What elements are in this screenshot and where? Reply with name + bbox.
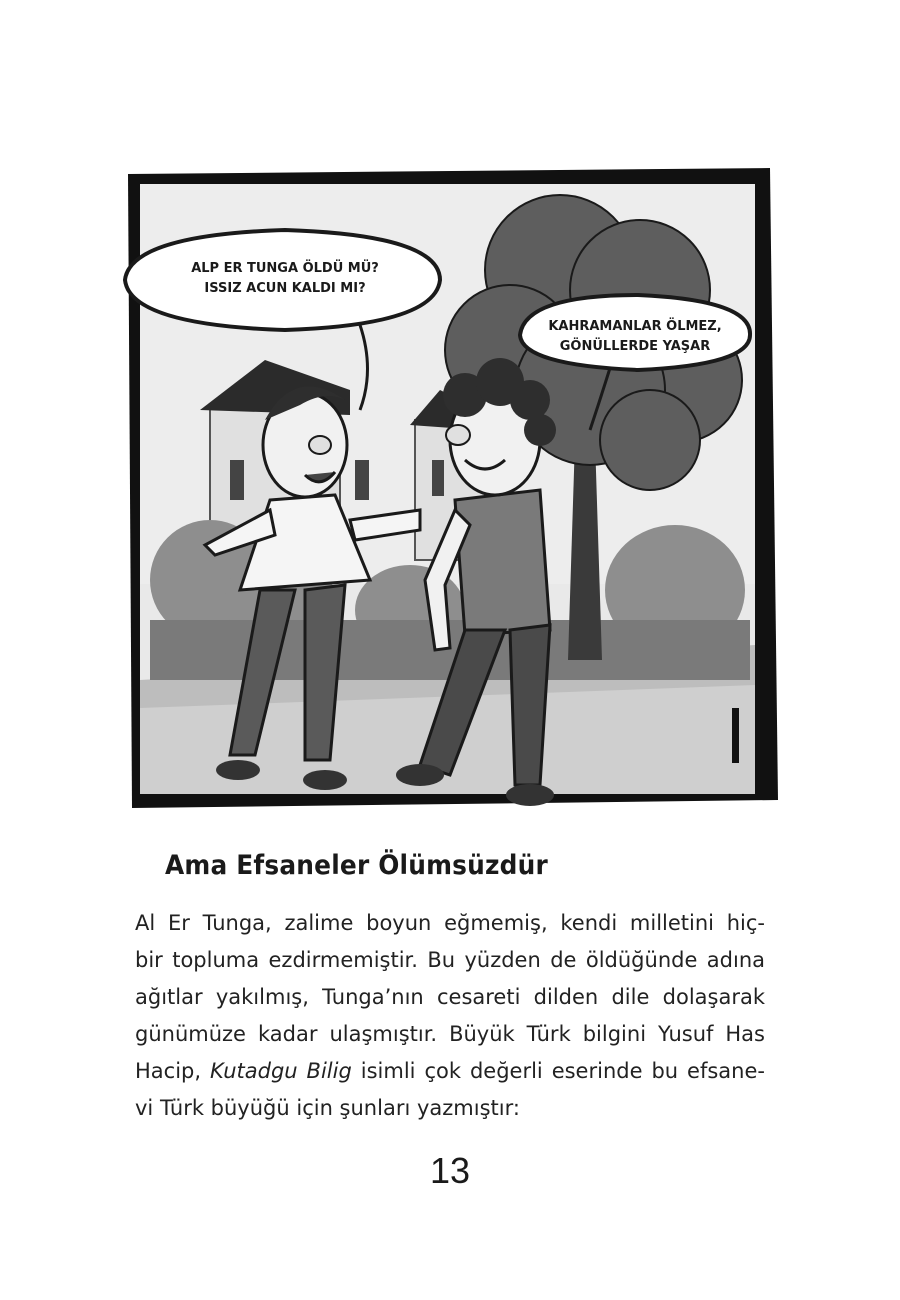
comic-panel — [120, 160, 785, 835]
body-text-run: isimli çok değerli eserinde bu efsane- — [351, 1059, 765, 1083]
body-line: günümüze kadar ulaşmıştır. Büyük Türk bilgini Yusuf Has — [135, 1022, 765, 1046]
body-line — [135, 1053, 765, 1090]
panel-mark — [732, 708, 739, 763]
body-line: vi Türk büyüğü için şunları yazmıştır: — [135, 1096, 520, 1120]
book-title: Kutadgu Bilig — [210, 1059, 352, 1083]
body-line: ağıtlar yakılmış, Tunga’nın cesareti dilden dile dolaşarak — [135, 985, 765, 1009]
body-line: bir topluma ezdirmemiştir. Bu yüzden de öldüğünde adına — [135, 948, 765, 972]
body-paragraph — [135, 905, 765, 1127]
bubble-left-line2: ISSIZ ACUN KALDI MI? — [204, 281, 366, 296]
bubble-right-line1: KAHRAMANLAR ÖLMEZ, — [548, 319, 722, 334]
body-line: Al Er Tunga, zalime boyun eğmemiş, kendi milletini hiç- — [135, 911, 765, 935]
body-text-run: Hacip, — [135, 1059, 210, 1083]
bubble-left-line1: ALP ER TUNGA ÖLDÜ MÜ? — [191, 261, 379, 276]
section-heading: Ama Efsaneler Ölümsüzdür — [165, 850, 548, 881]
page-number: 13 — [429, 1150, 471, 1191]
bubble-right-line2: GÖNÜLLERDE YAŞAR — [559, 339, 711, 354]
